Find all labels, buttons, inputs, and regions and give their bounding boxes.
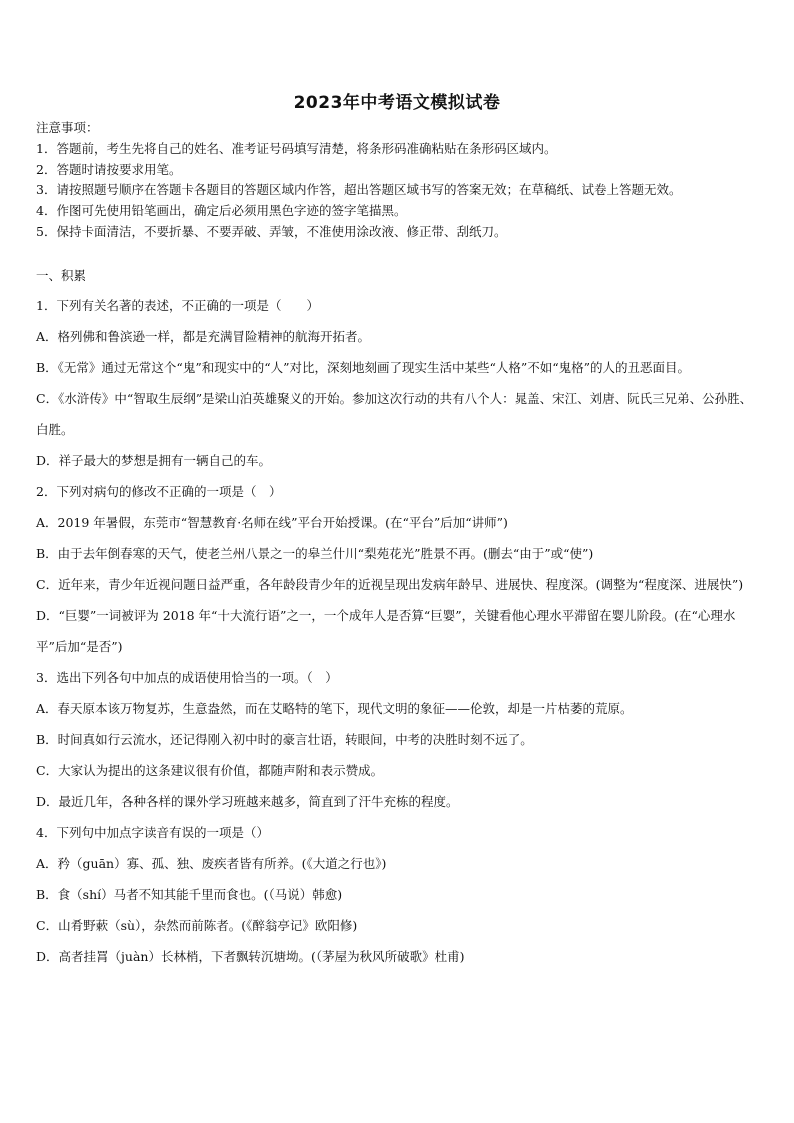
answer-option: C．山肴野蔌（sù），杂然而前陈者。(《醉翁亭记》欧阳修) — [36, 918, 358, 933]
notice-item: 3．请按照题号顺序在答题卡各题目的答题区域内作答，超出答题区域书写的答案无效；在草稿纸、试卷上答题无效。 — [36, 182, 682, 198]
answer-option: A．2019 年暑假，东莞市“智慧教育·名师在线”平台开始授课。(在“平台”后加“讲师”) — [36, 515, 508, 530]
question-stem: 3．选出下列各句中加点的成语使用恰当的一项。（ ） — [36, 670, 338, 685]
notice-block — [36, 118, 766, 243]
answer-option: B．由于去年倒春寒的天气，使老兰州八景之一的皋兰什川“梨苑花光”胜景不再。(删去“由于”或“使”) — [36, 546, 594, 561]
page-title: 2023年中考语文模拟试卷 — [293, 93, 501, 113]
answer-option: A．春天原本该万物复苏，生意盎然，而在艾略特的笔下，现代文明的象征——伦敦，却是一片枯萎的荒原。 — [36, 701, 633, 716]
answer-option: A．矜（guān）寡、孤、独、废疾者皆有所养。(《大道之行也》) — [36, 856, 387, 871]
answer-option: D．高者挂罥（juàn）长林梢，下者飘转沉塘坳。(（茅屋为秋风所破歌》杜甫) — [36, 949, 465, 964]
answer-option: D．祥子最大的梦想是拥有一辆自己的车。 — [36, 453, 272, 468]
answer-option: D．“巨婴”一词被评为 2018 年“十大流行语”之一，一个成年人是否算“巨婴”，关键看他心理水平滞留在婴儿阶段。(在“心理水平”后加“是否”) — [36, 608, 736, 654]
answer-option: B．《无常》通过无常这个“鬼”和现实中的“人”对比，深刻地刻画了现实生活中某些“人格”不如“鬼格”的人的丑恶面目。 — [36, 360, 691, 375]
question-stem: 4．下列句中加点字读音有误的一项是（） — [36, 825, 269, 840]
answer-option: B．时间真如行云流水，还记得刚入初中时的豪言壮语，转眼间，中考的决胜时刻不远了。 — [36, 732, 533, 747]
question-stem: 1．下列有关名著的表述，不正确的一项是（ ） — [36, 298, 319, 313]
notice-heading: 注意事项： — [36, 120, 99, 135]
question-stem: 2．下列对病句的修改不正确的一项是（ ） — [36, 484, 282, 499]
notice-item: 4．作图可先使用铅笔画出，确定后必须用黑色字迹的签字笔描黑。 — [36, 203, 407, 219]
question-content — [36, 262, 760, 972]
notice-item: 2．答题时请按要求用笔。 — [36, 161, 182, 177]
notice-item: 5．保持卡面清洁，不要折暴、不要弄破、弄皱，不准使用涂改液、修正带、刮纸刀。 — [36, 223, 507, 239]
notice-item: 1．答题前，考生先将自己的姓名、准考证号码填写清楚，将条形码准确粘贴在条形码区域内。 — [36, 140, 557, 156]
answer-option: C．大家认为提出的这条建议很有价值，都随声附和表示赞成。 — [36, 763, 384, 778]
answer-option: B．食（shí）马者不知其能千里而食也。(（马说）韩愈) — [36, 887, 343, 902]
answer-option: A．格列佛和鲁滨逊一样，都是充满冒险精神的航海开拓者。 — [36, 329, 371, 344]
section-heading: 一、积累 — [36, 268, 87, 283]
answer-option: C．《水浒传》中“智取生辰纲”是梁山泊英雄聚义的开始。参加这次行动的共有八个人：晁盖、宋江、刘唐、阮氏三兄弟、公孙胜、白胜。 — [36, 391, 753, 437]
answer-option: C．近年来，青少年近视问题日益严重，各年龄段青少年的近视呈现出发病年龄早、进展快、程度深。(调整为“程度深、进展快”) — [36, 577, 744, 592]
answer-option: D．最近几年，各种各样的课外学习班越来越多，简直到了汗牛充栋的程度。 — [36, 794, 459, 809]
